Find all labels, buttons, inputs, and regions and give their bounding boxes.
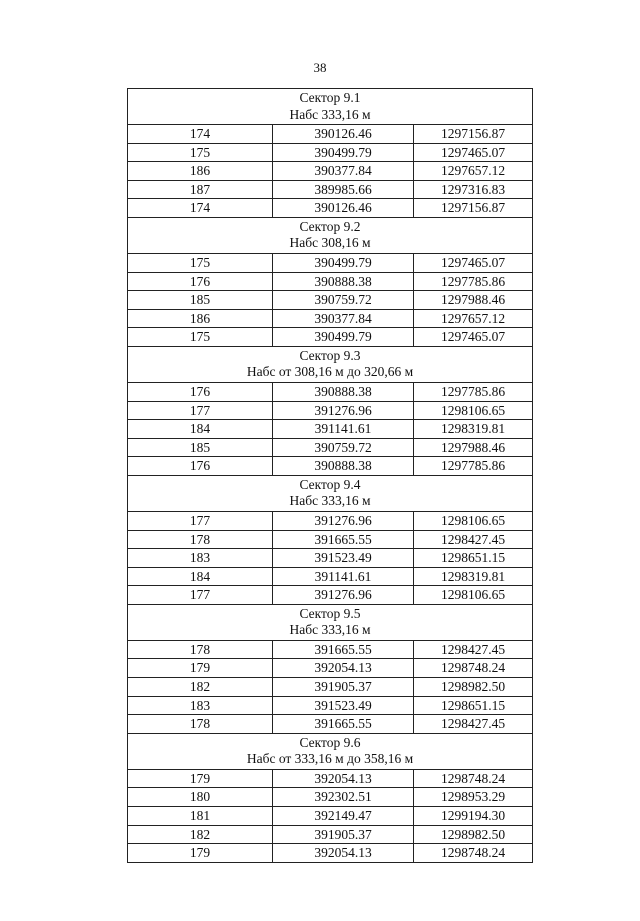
table-row bbox=[128, 770, 532, 789]
table-row bbox=[128, 586, 532, 605]
sector-title: Сектор 9.2 bbox=[299, 218, 361, 234]
y-coordinate-cell: 1297988.46 bbox=[440, 292, 506, 308]
point-number-cell: 186 bbox=[128, 162, 273, 180]
y-coordinate-cell: 1298319.81 bbox=[440, 421, 506, 437]
y-coordinate-cell: 1297657.12 bbox=[440, 310, 506, 326]
y-coordinate-cell: 1297785.86 bbox=[440, 458, 506, 474]
y-coordinate-cell: 1298748.24 bbox=[440, 770, 506, 786]
table-row bbox=[128, 788, 532, 807]
point-number-cell: 180 bbox=[128, 788, 273, 806]
table-row bbox=[128, 659, 532, 678]
sector-height: Набс от 308,16 м до 320,66 м bbox=[246, 364, 414, 380]
point-number-cell: 179 bbox=[128, 844, 273, 862]
sector-header bbox=[128, 218, 532, 254]
y-coordinate-cell: 1298106.65 bbox=[440, 512, 506, 528]
point-number-cell: 176 bbox=[128, 273, 273, 291]
y-coordinate-cell: 1298427.45 bbox=[440, 641, 506, 657]
point-number-cell: 178 bbox=[128, 715, 273, 733]
x-coordinate-cell: 390888.38 bbox=[273, 457, 414, 475]
y-coordinate-cell: 1297785.86 bbox=[440, 383, 506, 399]
y-coordinate-cell: 1298982.50 bbox=[440, 679, 506, 695]
table-row bbox=[128, 181, 532, 200]
sector-header bbox=[128, 734, 532, 770]
x-coordinate-cell: 390126.46 bbox=[273, 125, 414, 143]
x-coordinate-cell: 392054.13 bbox=[273, 844, 414, 862]
y-coordinate-cell: 1298953.29 bbox=[440, 789, 506, 805]
point-number-cell: 184 bbox=[128, 568, 273, 586]
point-number-cell: 177 bbox=[128, 402, 273, 420]
x-coordinate-cell: 392054.13 bbox=[273, 770, 414, 788]
x-coordinate-cell: 391276.96 bbox=[273, 586, 414, 604]
table-row bbox=[128, 291, 532, 310]
y-coordinate-cell: 1298982.50 bbox=[440, 826, 506, 842]
y-coordinate-cell: 1297465.07 bbox=[440, 329, 506, 345]
y-coordinate-cell: 1298651.15 bbox=[440, 697, 506, 713]
x-coordinate-cell: 391905.37 bbox=[273, 826, 414, 844]
x-coordinate-cell: 392302.51 bbox=[273, 788, 414, 806]
y-coordinate-cell: 1298427.45 bbox=[440, 716, 506, 732]
y-coordinate-cell: 1299194.30 bbox=[440, 808, 506, 824]
y-coordinate-cell: 1297465.07 bbox=[440, 254, 506, 270]
sector-header bbox=[128, 89, 532, 125]
sector-header bbox=[128, 605, 532, 641]
table-row bbox=[128, 144, 532, 163]
x-coordinate-cell: 391523.49 bbox=[273, 697, 414, 715]
x-coordinate-cell: 391141.61 bbox=[273, 568, 414, 586]
point-number-cell: 179 bbox=[128, 659, 273, 677]
point-number-cell: 178 bbox=[128, 641, 273, 659]
table-row bbox=[128, 273, 532, 292]
x-coordinate-cell: 391276.96 bbox=[273, 512, 414, 530]
y-coordinate-cell: 1298651.15 bbox=[440, 550, 506, 566]
y-coordinate-cell: 1297785.86 bbox=[440, 273, 506, 289]
point-number-cell: 179 bbox=[128, 770, 273, 788]
point-number-cell: 186 bbox=[128, 310, 273, 328]
y-coordinate-cell: 1297657.12 bbox=[440, 163, 506, 179]
x-coordinate-cell: 391523.49 bbox=[273, 549, 414, 567]
y-coordinate-cell: 1298748.24 bbox=[440, 660, 506, 676]
table-row bbox=[128, 844, 532, 862]
x-coordinate-cell: 390126.46 bbox=[273, 199, 414, 217]
sector-title: Сектор 9.4 bbox=[299, 476, 361, 492]
table-row bbox=[128, 715, 532, 734]
x-coordinate-cell: 391905.37 bbox=[273, 678, 414, 696]
point-number-cell: 181 bbox=[128, 807, 273, 825]
point-number-cell: 175 bbox=[128, 328, 273, 346]
point-number-cell: 175 bbox=[128, 144, 273, 162]
x-coordinate-cell: 391665.55 bbox=[273, 531, 414, 549]
table-row bbox=[128, 439, 532, 458]
sector-header bbox=[128, 347, 532, 383]
table-row bbox=[128, 826, 532, 845]
table-row bbox=[128, 531, 532, 550]
x-coordinate-cell: 390759.72 bbox=[273, 291, 414, 309]
sector-header bbox=[128, 476, 532, 512]
coordinates-table bbox=[127, 88, 533, 863]
x-coordinate-cell: 391665.55 bbox=[273, 715, 414, 733]
point-number-cell: 183 bbox=[128, 549, 273, 567]
x-coordinate-cell: 390759.72 bbox=[273, 439, 414, 457]
table-row bbox=[128, 328, 532, 347]
sector-height: Набс от 333,16 м до 358,16 м bbox=[246, 751, 414, 767]
point-number-cell: 182 bbox=[128, 678, 273, 696]
x-coordinate-cell: 390888.38 bbox=[273, 273, 414, 291]
x-coordinate-cell: 391276.96 bbox=[273, 402, 414, 420]
table-row bbox=[128, 310, 532, 329]
sector-height: Набс 308,16 м bbox=[289, 235, 371, 251]
table-row bbox=[128, 512, 532, 531]
table-row bbox=[128, 162, 532, 181]
x-coordinate-cell: 390499.79 bbox=[273, 328, 414, 346]
y-coordinate-cell: 1297465.07 bbox=[440, 144, 506, 160]
table-row bbox=[128, 402, 532, 421]
table-row bbox=[128, 254, 532, 273]
table-row bbox=[128, 807, 532, 826]
sector-height: Набс 333,16 м bbox=[289, 622, 371, 638]
y-coordinate-cell: 1298319.81 bbox=[440, 568, 506, 584]
x-coordinate-cell: 390888.38 bbox=[273, 383, 414, 401]
point-number-cell: 184 bbox=[128, 420, 273, 438]
y-coordinate-cell: 1297316.83 bbox=[440, 181, 506, 197]
table-row bbox=[128, 678, 532, 697]
point-number-cell: 183 bbox=[128, 697, 273, 715]
x-coordinate-cell: 391665.55 bbox=[273, 641, 414, 659]
sector-height: Набс 333,16 м bbox=[289, 493, 371, 509]
table-row bbox=[128, 125, 532, 144]
point-number-cell: 176 bbox=[128, 383, 273, 401]
sector-title: Сектор 9.5 bbox=[299, 605, 361, 621]
table-row bbox=[128, 697, 532, 716]
point-number-cell: 187 bbox=[128, 181, 273, 199]
x-coordinate-cell: 390499.79 bbox=[273, 144, 414, 162]
y-coordinate-cell: 1298748.24 bbox=[440, 845, 506, 861]
point-number-cell: 182 bbox=[128, 826, 273, 844]
x-coordinate-cell: 390377.84 bbox=[273, 162, 414, 180]
table-row bbox=[128, 568, 532, 587]
y-coordinate-cell: 1297156.87 bbox=[440, 126, 506, 141]
y-coordinate-cell: 1297156.87 bbox=[440, 200, 506, 216]
x-coordinate-cell: 390377.84 bbox=[273, 310, 414, 328]
x-coordinate-cell: 392054.13 bbox=[273, 659, 414, 677]
point-number-cell: 174 bbox=[128, 125, 273, 143]
x-coordinate-cell: 390499.79 bbox=[273, 254, 414, 272]
x-coordinate-cell: 391141.61 bbox=[273, 420, 414, 438]
table-row bbox=[128, 457, 532, 476]
page-number: 38 bbox=[313, 60, 327, 75]
point-number-cell: 177 bbox=[128, 512, 273, 530]
point-number-cell: 185 bbox=[128, 291, 273, 309]
sector-title: Сектор 9.1 bbox=[299, 90, 361, 105]
table-row bbox=[128, 549, 532, 568]
point-number-cell: 174 bbox=[128, 199, 273, 217]
y-coordinate-cell: 1298106.65 bbox=[440, 402, 506, 418]
point-number-cell: 178 bbox=[128, 531, 273, 549]
table-row bbox=[128, 641, 532, 660]
table-row bbox=[128, 383, 532, 402]
sector-height: Набс 333,16 м bbox=[289, 106, 371, 122]
point-number-cell: 185 bbox=[128, 439, 273, 457]
y-coordinate-cell: 1297988.46 bbox=[440, 439, 506, 455]
table-row bbox=[128, 420, 532, 439]
sector-title: Сектор 9.3 bbox=[299, 347, 361, 363]
x-coordinate-cell: 392149.47 bbox=[273, 807, 414, 825]
y-coordinate-cell: 1298427.45 bbox=[440, 531, 506, 547]
point-number-cell: 177 bbox=[128, 586, 273, 604]
y-coordinate-cell: 1298106.65 bbox=[440, 587, 506, 603]
point-number-cell: 176 bbox=[128, 457, 273, 475]
x-coordinate-cell: 389985.66 bbox=[273, 181, 414, 199]
point-number-cell: 175 bbox=[128, 254, 273, 272]
sector-title: Сектор 9.6 bbox=[299, 734, 361, 750]
table-row bbox=[128, 199, 532, 218]
